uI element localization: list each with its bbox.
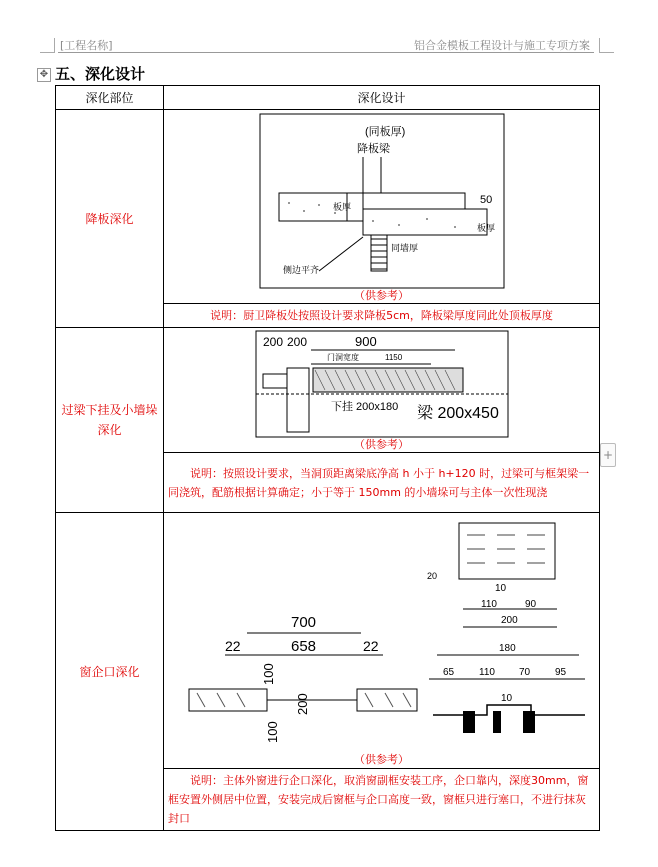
figure-caption: （供参考） bbox=[354, 288, 409, 302]
figure-caption: （供参考） bbox=[354, 752, 409, 766]
table-row bbox=[56, 110, 600, 304]
header-project-name: [工程名称] bbox=[60, 39, 113, 52]
figure-cell bbox=[164, 110, 600, 304]
fig-label: 侧边平齐 bbox=[282, 264, 319, 275]
fig-label: 10 bbox=[500, 692, 512, 704]
page-corner-mark bbox=[40, 38, 55, 53]
fig-label: 22 bbox=[224, 637, 241, 654]
fig-label: 200 bbox=[286, 335, 307, 349]
fig-label: 板厚 bbox=[476, 222, 495, 233]
fig-label: 200 bbox=[294, 692, 310, 715]
fig-label: 65 bbox=[442, 666, 454, 678]
fig-label: (同板厚) bbox=[364, 125, 405, 138]
fig-label: 110 bbox=[480, 598, 497, 610]
page-corner-mark bbox=[599, 38, 614, 53]
figure-caption: （供参考） bbox=[354, 438, 409, 451]
fig-label: 降板梁 bbox=[356, 142, 390, 155]
header-rule bbox=[58, 52, 594, 53]
row-location: 窗企口深化 bbox=[56, 513, 164, 831]
window-rebate-drawing bbox=[167, 515, 597, 753]
fig-label: 180 bbox=[498, 642, 516, 654]
row-note: 说明：主体外窗进行企口深化，取消窗副框安装工序，企口靠内，深度30mm，窗框安置外侧居中位置，安装完成后窗框与企口高度一致，窗框只进行塞口，不进行抹灰封口 bbox=[164, 769, 600, 831]
lintel-drawing bbox=[255, 330, 509, 438]
fig-label: 700 bbox=[290, 613, 316, 631]
table-move-handle-icon[interactable]: ✥ bbox=[37, 68, 51, 82]
fig-label: 22 bbox=[362, 637, 379, 654]
fig-label: 900 bbox=[354, 334, 377, 349]
fig-label: 1150 bbox=[384, 353, 402, 362]
row-location: 过梁下挂及小墙垛深化 bbox=[56, 328, 164, 513]
table-row bbox=[56, 328, 600, 453]
fig-label: 95 bbox=[554, 666, 566, 678]
fig-label: 梁 200x450 bbox=[416, 405, 499, 422]
drop-slab-drawing bbox=[259, 113, 505, 289]
fig-label: 100 bbox=[264, 720, 280, 743]
fig-label: 板厚 bbox=[332, 201, 351, 212]
fig-label: 70 bbox=[518, 666, 530, 678]
fig-label: 10 bbox=[494, 582, 506, 594]
fig-label: 90 bbox=[524, 598, 536, 610]
fig-label: 110 bbox=[478, 666, 495, 678]
add-column-icon[interactable]: + bbox=[600, 443, 616, 467]
col-header-design: 深化设计 bbox=[164, 86, 600, 110]
fig-label: 门洞宽度 bbox=[326, 353, 359, 362]
row-location: 降板深化 bbox=[56, 110, 164, 328]
fig-label: 50 bbox=[479, 193, 492, 206]
fig-label: 20 bbox=[426, 570, 437, 581]
figure-cell bbox=[164, 328, 600, 453]
fig-label: 200 bbox=[500, 614, 518, 626]
col-header-location: 深化部位 bbox=[56, 86, 164, 110]
fig-label: 100 bbox=[260, 662, 276, 685]
fig-label: 同墙厚 bbox=[390, 242, 418, 253]
figure-cell bbox=[164, 513, 600, 769]
table-row bbox=[56, 513, 600, 769]
fig-label: 658 bbox=[290, 637, 316, 655]
fig-label: 下挂 200x180 bbox=[330, 401, 398, 413]
row-note: 说明：厨卫降板处按照设计要求降板5cm，降板梁厚度同此处顶板厚度 bbox=[164, 304, 600, 328]
table-header-row bbox=[56, 86, 600, 110]
header-doc-title: 铝合金模板工程设计与施工专项方案 bbox=[414, 39, 590, 52]
fig-label: 200 bbox=[262, 335, 283, 349]
section-title: 五、深化设计 bbox=[55, 65, 146, 83]
deepening-design-table bbox=[55, 85, 600, 831]
row-note: 说明：按照设计要求，当洞顶距离梁底净高 h 小于 h+120 时，过梁可与框架梁一同浇筑，配筋根据计算确定；小于等于 150mm 的小墙垛可与主体一次性现浇 bbox=[164, 453, 600, 513]
